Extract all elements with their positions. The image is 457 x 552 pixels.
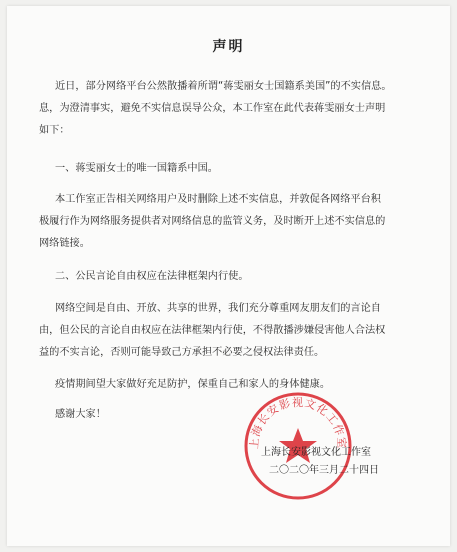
signature-organization: 上海长安影视文化工作室	[261, 447, 371, 458]
paragraph-line: 网络链接。	[39, 238, 90, 249]
paragraph-line: 疫情期间望大家做好充足防护，保重自己和家人的身体健康。	[55, 379, 331, 390]
paragraph-line: 益的不实言论，否则可能导致己方承担不必要之侵权法律责任。	[39, 347, 325, 358]
signature-date: 二〇二〇年三月二十四日	[269, 465, 379, 476]
document-page	[7, 6, 450, 546]
section-heading: 一、蒋雯丽女士的唯一国籍系中国。	[55, 163, 218, 174]
svg-text:上海长安影视文化工作室: 上海长安影视文化工作室	[247, 396, 349, 450]
section-heading: 二、公民言论自由权应在法律框架内行使。	[55, 271, 249, 282]
paragraph-line: 由，但公民的言论自由权应在法律框架内行使，不得散播涉嫌侵害他人合法权	[39, 325, 386, 336]
paragraph-line: 如下：	[39, 125, 70, 136]
paragraph-line: 感谢大家！	[55, 409, 106, 420]
paragraph-line: 网络空间是自由、开放、共享的世界，我们充分尊重网友朋友们的言论自	[55, 303, 381, 314]
paragraph-line: 近日，部分网络平台公然散播着所谓“蒋雯丽女士国籍系美国”的不实信息。	[55, 81, 392, 92]
document-title: 声明	[212, 39, 245, 55]
paragraph-line: 本工作室正告相关网络用户及时删除上述不实信息，并敦促各网络平台积	[55, 194, 381, 205]
paragraph-line: 息，为澄清事实，避免不实信息误导公众，本工作室在此代表蒋雯丽女士声明	[39, 103, 386, 114]
paragraph-line: 极履行作为网络服务提供者对网络信息的监管义务，及时断开上述不实信息的	[39, 216, 386, 227]
